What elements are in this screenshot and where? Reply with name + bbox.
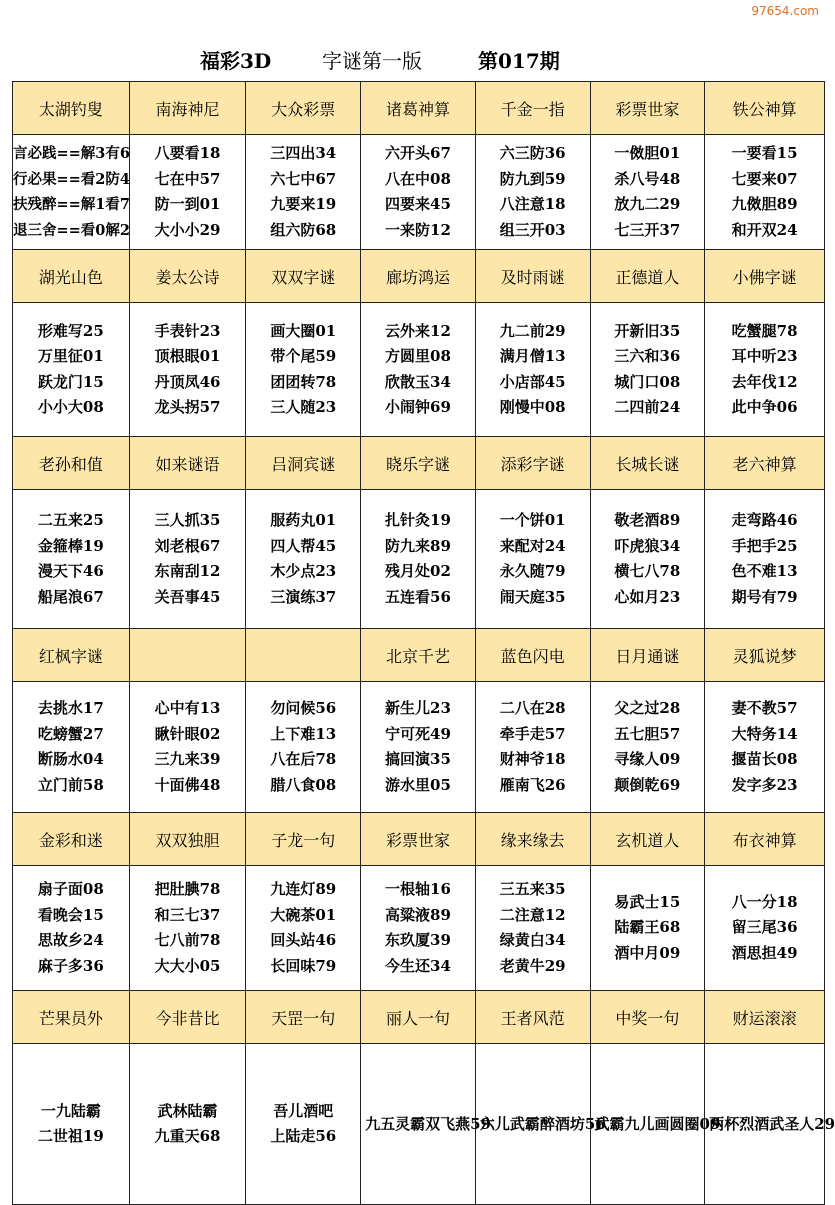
clue-line: 财神爷18 (499, 750, 566, 768)
column-header: 金彩和迷 (13, 813, 130, 866)
clue-line: 团团转78 (270, 372, 337, 391)
clue-line: 防九到59 (499, 169, 566, 188)
clue-line: 三演练37 (270, 587, 337, 606)
clue-line: 雁南飞26 (499, 775, 566, 794)
clue-line: 回头站46 (270, 931, 337, 949)
clue-line: 三九来39 (154, 750, 221, 768)
clue-line: 搞回演35 (385, 750, 451, 768)
clue-line: 服药丸01 (270, 511, 337, 529)
column-header (246, 629, 361, 682)
column-header: 添彩字谜 (475, 437, 590, 490)
clue-line: 四人帮45 (270, 536, 337, 555)
clue-line: 宁可死49 (385, 724, 451, 743)
clue-line: 八注意18 (499, 195, 566, 213)
column-header: 老六神算 (705, 437, 825, 490)
clue-cell (13, 135, 130, 250)
clue-line: 武霸九儿画圆圈09 (594, 1115, 721, 1133)
clue-cell (590, 1044, 721, 1205)
clue-line: 一根轴16 (385, 880, 451, 898)
column-header: 丽人一句 (361, 991, 476, 1044)
clue-cell (13, 303, 130, 437)
column-header: 彩票世家 (590, 82, 705, 135)
clue-cell (129, 866, 246, 991)
column-header: 双双独胆 (129, 813, 246, 866)
clue-line: 酒中月09 (614, 943, 681, 962)
clue-line: 跃龙门15 (37, 372, 104, 391)
clue-cell (129, 490, 246, 629)
clue-line: 放九二29 (614, 195, 681, 213)
clue-cell (590, 490, 705, 629)
column-header: 北京千艺 (361, 629, 476, 682)
clue-line: 老黄牛29 (499, 956, 566, 975)
column-header: 廊坊鸿运 (361, 250, 476, 303)
clue-line: 色不难13 (731, 562, 798, 580)
clue-line: 把肚腆78 (154, 880, 221, 898)
column-header: 姜太公诗 (129, 250, 246, 303)
clue-row (13, 135, 825, 250)
clue-line: 父之过28 (614, 699, 681, 717)
clue-cell (475, 135, 590, 250)
clue-line: 吃蟹腿78 (731, 321, 798, 340)
clue-line: 三人随23 (270, 398, 337, 416)
clue-line: 断肠水04 (37, 750, 104, 768)
clue-line: 二注意12 (499, 905, 566, 924)
clue-line: 吃螃蟹27 (37, 724, 104, 743)
clue-line: 扇子面08 (37, 880, 104, 898)
column-header: 芒果员外 (13, 991, 130, 1044)
clue-line: 此中争06 (731, 398, 798, 416)
clue-line: 小闹钟69 (385, 398, 451, 416)
column-header: 日月通谜 (590, 629, 705, 682)
clue-line: 龙头拐57 (154, 398, 221, 416)
clue-line: 言必践==解3有6 (13, 145, 130, 162)
clue-line: 七在中57 (154, 169, 221, 188)
clue-line: 九二前29 (499, 321, 566, 340)
clue-line: 顶根眼01 (154, 347, 221, 365)
clue-line: 三五来35 (499, 880, 566, 898)
clue-line: 大碗茶01 (270, 905, 337, 924)
clue-line: 小小大08 (37, 398, 104, 416)
clue-cell (475, 490, 590, 629)
clue-line: 勿问候56 (270, 699, 337, 717)
clue-line: 丹顶凤46 (154, 372, 221, 391)
clue-line: 九连灯89 (270, 880, 337, 898)
clue-line: 四要来45 (385, 195, 451, 213)
clue-line: 颠倒乾69 (614, 775, 681, 794)
clue-line: 吾儿酒吧 (273, 1101, 334, 1120)
clue-line: 易武士15 (614, 892, 681, 911)
clue-line: 九傚胆89 (731, 195, 798, 213)
clue-line: 带个尾59 (270, 347, 337, 365)
page-title (0, 45, 827, 77)
column-header: 吕洞宾谜 (246, 437, 361, 490)
clue-cell (246, 1044, 361, 1205)
column-header: 千金一指 (475, 82, 590, 135)
title-edition: 字谜第一版 (322, 49, 422, 73)
clue-cell (13, 490, 130, 629)
column-header: 布衣神算 (705, 813, 825, 866)
clue-line: 东玖厦39 (385, 931, 451, 949)
riddle-table (12, 81, 835, 1205)
column-header: 太湖钓叟 (13, 82, 130, 135)
column-header: 湖光山色 (13, 250, 130, 303)
clue-line: 二世祖19 (37, 1127, 104, 1145)
column-header: 蓝色闪电 (475, 629, 590, 682)
clue-line: 八要看18 (154, 144, 221, 162)
column-header: 王者风范 (475, 991, 590, 1044)
clue-cell (13, 1044, 130, 1205)
clue-cell (705, 1044, 835, 1205)
clue-line: 腊八食08 (270, 775, 337, 794)
clue-line: 八在中08 (385, 169, 451, 188)
clue-cell (590, 303, 705, 437)
clue-cell (361, 682, 476, 813)
clue-line: 和开双24 (731, 220, 798, 239)
clue-line: 云外来12 (385, 321, 451, 340)
clue-line: 二四前24 (614, 398, 681, 416)
clue-row (13, 682, 825, 813)
header-row (13, 82, 825, 135)
column-header: 大众彩票 (246, 82, 361, 135)
column-header: 老孙和值 (13, 437, 130, 490)
clue-line: 六七中67 (270, 169, 337, 188)
clue-cell (361, 303, 476, 437)
clue-cell (475, 1044, 606, 1205)
clue-line: 牵手走57 (499, 724, 566, 743)
clue-cell (361, 490, 476, 629)
clue-line: 扶残醉==解1看7 (13, 196, 130, 213)
clue-row (13, 303, 825, 437)
column-header: 天罡一句 (246, 991, 361, 1044)
clue-line: 七八前78 (154, 931, 221, 949)
clue-cell (590, 135, 705, 250)
clue-line: 横七八78 (614, 562, 681, 580)
clue-line: 长回味79 (270, 956, 337, 975)
clue-line: 一来防12 (385, 220, 451, 239)
clue-line: 瞅针眼02 (154, 724, 221, 743)
column-header: 财运滚滚 (705, 991, 825, 1044)
clue-line: 漫天下46 (37, 562, 104, 580)
clue-line: 六三防36 (499, 144, 566, 162)
clue-cell (705, 682, 825, 813)
clue-line: 三四出34 (270, 144, 337, 162)
clue-cell (129, 1044, 246, 1205)
clue-line: 画大圈01 (270, 321, 337, 340)
column-header: 缘来缘去 (475, 813, 590, 866)
column-header: 双双字谜 (246, 250, 361, 303)
column-header (129, 629, 246, 682)
clue-line: 防一到01 (154, 195, 221, 213)
clue-cell (129, 682, 246, 813)
clue-line: 大小小29 (154, 220, 221, 239)
clue-line: 寻缘人09 (614, 750, 681, 768)
header-row (13, 813, 825, 866)
clue-cell (246, 682, 361, 813)
clue-line: 武林陆霸 (157, 1101, 218, 1120)
clue-line: 方圆里08 (385, 347, 451, 365)
clue-line: 金箍棒19 (37, 536, 104, 555)
clue-line: 上下难13 (270, 724, 337, 743)
clue-line: 十面佛48 (154, 775, 221, 794)
clue-line: 一傚胆01 (614, 144, 681, 162)
clue-line: 手表针23 (154, 321, 221, 340)
clue-cell (475, 866, 590, 991)
clue-line: 行必果==看2防4 (13, 170, 130, 188)
clue-line: 去年伐12 (731, 372, 798, 391)
column-header: 正德道人 (590, 250, 705, 303)
clue-line: 思故乡24 (37, 931, 104, 949)
clue-line: 退三舍==看0解2 (13, 221, 130, 239)
clue-line: 手把手25 (731, 536, 798, 555)
clue-line: 五七胆57 (614, 724, 681, 743)
column-header: 玄机道人 (590, 813, 705, 866)
clue-cell (361, 135, 476, 250)
clue-line: 三六和36 (614, 347, 681, 365)
column-header: 南海神尼 (129, 82, 246, 135)
clue-row (13, 1044, 825, 1205)
clue-line: 七三开37 (614, 220, 681, 239)
clue-cell (705, 866, 825, 991)
clue-line: 酒思担49 (731, 943, 798, 962)
column-header: 小佛字谜 (705, 250, 825, 303)
clue-line: 欣散玉34 (385, 372, 451, 391)
column-header: 子龙一句 (246, 813, 361, 866)
clue-line: 三人抓35 (154, 511, 221, 529)
header-row (13, 629, 825, 682)
clue-line: 陆霸王68 (614, 918, 681, 937)
clue-line: 永久随79 (499, 562, 566, 580)
clue-cell (590, 682, 705, 813)
clue-line: 高粱液89 (385, 905, 451, 924)
clue-row (13, 866, 825, 991)
column-header: 长城长谜 (590, 437, 705, 490)
clue-cell (13, 682, 130, 813)
clue-line: 今生还34 (385, 956, 451, 975)
clue-cell (246, 303, 361, 437)
clue-line: 刚慢中08 (499, 398, 566, 416)
clue-cell (361, 1044, 491, 1205)
clue-line: 留三尾36 (731, 918, 798, 937)
column-header: 及时雨谜 (475, 250, 590, 303)
clue-cell (705, 303, 825, 437)
clue-line: 刘老根67 (154, 536, 221, 555)
clue-line: 大大小05 (154, 956, 221, 975)
clue-line: 八一分18 (731, 892, 798, 911)
clue-line: 城门口08 (614, 372, 681, 391)
clue-line: 两杯烈酒武圣人29 (709, 1115, 835, 1133)
column-header: 今非昔比 (129, 991, 246, 1044)
column-header: 铁公神算 (705, 82, 825, 135)
clue-line: 二八在28 (499, 699, 566, 717)
clue-line: 绿黄白34 (499, 931, 566, 949)
header-row (13, 437, 825, 490)
clue-line: 二五来25 (37, 511, 104, 529)
clue-row (13, 490, 825, 629)
site-watermark: 97654.com (751, 4, 819, 18)
clue-line: 七要来07 (731, 169, 798, 188)
clue-line: 六开头67 (385, 144, 451, 162)
clue-line: 立门前58 (37, 775, 104, 794)
clue-line: 和三七37 (154, 905, 221, 924)
clue-cell (705, 135, 825, 250)
clue-line: 扎针灸19 (385, 511, 451, 529)
clue-line: 小店部45 (499, 372, 566, 391)
clue-line: 九要来19 (270, 195, 337, 213)
clue-line: 残月处02 (385, 562, 451, 580)
clue-cell (590, 866, 705, 991)
clue-line: 麻子多36 (37, 956, 104, 975)
clue-line: 去挑水17 (37, 699, 104, 717)
clue-cell (13, 866, 130, 991)
clue-line: 看晚会15 (37, 905, 104, 924)
clue-line: 开新旧35 (614, 321, 681, 340)
column-header: 中奖一句 (590, 991, 705, 1044)
clue-cell (475, 303, 590, 437)
clue-line: 妻不教57 (731, 699, 798, 717)
clue-line: 一九陆霸 (40, 1101, 101, 1120)
clue-line: 东南刮12 (154, 562, 221, 580)
clue-line: 防九来89 (385, 536, 451, 555)
title-lottery: 福彩3D (200, 49, 272, 73)
clue-line: 走弯路46 (731, 511, 798, 529)
clue-line: 形难写25 (37, 321, 104, 340)
column-header: 彩票世家 (361, 813, 476, 866)
clue-line: 心中有13 (154, 699, 221, 717)
clue-cell (361, 866, 476, 991)
clue-line: 一个饼01 (499, 511, 566, 529)
clue-cell (246, 866, 361, 991)
clue-line: 九五灵霸双飞燕59 (365, 1115, 491, 1133)
header-row (13, 250, 825, 303)
clue-line: 五连看56 (385, 587, 451, 606)
clue-line: 心如月23 (614, 587, 681, 606)
clue-line: 万里征01 (37, 347, 104, 365)
clue-line: 船尾浪67 (37, 587, 104, 606)
clue-line: 闹天庭35 (499, 587, 566, 606)
clue-line: 一要看15 (731, 144, 798, 162)
clue-line: 期号有79 (731, 587, 798, 606)
column-header: 诸葛神算 (361, 82, 476, 135)
clue-line: 敬老酒89 (614, 511, 681, 529)
clue-line: 关吾事45 (154, 587, 221, 606)
clue-line: 耳中听23 (731, 347, 798, 365)
clue-line: 发字多23 (731, 775, 798, 794)
clue-line: 上陆走56 (270, 1127, 337, 1145)
clue-cell (475, 682, 590, 813)
title-issue: 第017期 (478, 49, 560, 73)
clue-line: 揠苗长08 (731, 750, 798, 768)
clue-line: 新生儿23 (385, 699, 451, 717)
clue-line: 六儿武霸醉酒坊56 (479, 1115, 606, 1133)
clue-cell (246, 490, 361, 629)
clue-line: 杀八号48 (614, 169, 681, 188)
clue-line: 游水里05 (385, 775, 451, 794)
column-header: 红枫字谜 (13, 629, 130, 682)
header-row (13, 991, 825, 1044)
clue-line: 八在后78 (270, 750, 337, 768)
clue-line: 满月僧13 (499, 347, 566, 365)
clue-cell (705, 490, 825, 629)
column-header: 灵狐说梦 (705, 629, 825, 682)
clue-line: 九重天68 (154, 1127, 221, 1145)
clue-line: 大特务14 (731, 724, 798, 743)
column-header: 晓乐字谜 (361, 437, 476, 490)
clue-line: 组三开03 (499, 220, 566, 239)
clue-line: 木少点23 (270, 562, 337, 580)
clue-line: 组六防68 (270, 220, 337, 239)
clue-cell (246, 135, 361, 250)
clue-cell (129, 303, 246, 437)
clue-line: 吓虎狼34 (614, 536, 681, 555)
column-header: 如来谜语 (129, 437, 246, 490)
clue-cell (129, 135, 246, 250)
clue-line: 来配对24 (499, 536, 566, 555)
